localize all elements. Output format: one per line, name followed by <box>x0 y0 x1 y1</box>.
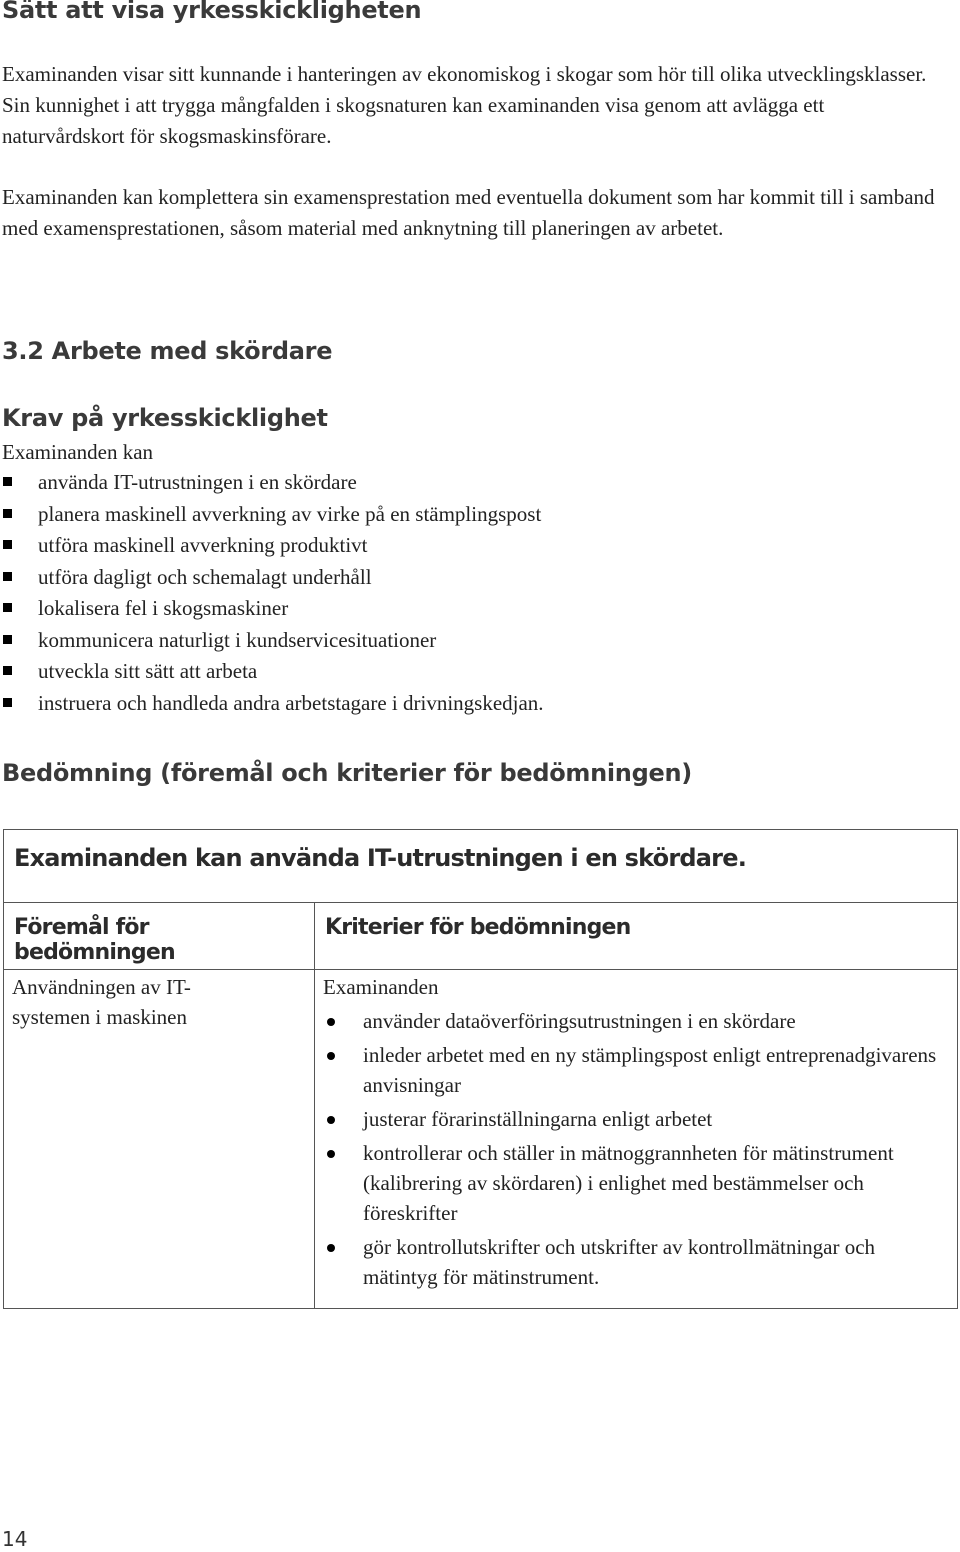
object-text: Användningen av IT-systemen i maskinen <box>12 975 191 1029</box>
list-item <box>0 499 544 531</box>
table-title: Examinanden kan använda IT-utrustningen i en skördare. <box>4 830 958 903</box>
bullet-dot-icon <box>327 1244 335 1252</box>
assessment-table <box>3 829 958 1309</box>
bullet-dot-icon <box>327 1150 335 1158</box>
list-item-text: använder dataöverföringsutrustningen i en skördare <box>363 1009 796 1033</box>
square-bullet-icon <box>3 509 12 518</box>
list-item-text: kommunicera naturligt i kundservicesituationer <box>38 627 437 652</box>
table-header-row <box>4 903 958 970</box>
square-bullet-icon <box>3 666 12 675</box>
list-item-text: gör kontrollutskrifter och utskrifter av kontrollmätningar och mätintyg för mätinstrument. <box>363 1235 876 1289</box>
square-bullet-icon <box>3 635 12 644</box>
list-item-text: instruera och handleda andra arbetstagare i drivningskedjan. <box>38 690 544 715</box>
list-item-text: använda IT-utrustningen i en skördare <box>38 470 357 494</box>
section-heading-3-2: 3.2 Arbete med skördare <box>2 337 333 365</box>
criteria-cell <box>315 970 958 1309</box>
bullet-dot-icon <box>327 1018 335 1026</box>
list-item-text: kontrollerar och ställer in mätnoggrannheten för mätinstrument (kalibrering av skördaren) i enlighet med bestämmelser och föreskrifter <box>363 1141 894 1225</box>
list-item <box>323 1040 949 1100</box>
column-header-kriterier: Kriterier för bedömningen <box>315 903 958 970</box>
list-item-text: planera maskinell avverkning av virke på en stämplingspost <box>38 501 542 526</box>
list-item <box>0 593 544 625</box>
square-bullet-icon <box>3 698 12 707</box>
heading-bedomning: Bedömning (föremål och kriterier för bedömningen) <box>2 759 692 787</box>
paragraph-examination-1: Examinanden visar sitt kunnande i hanteringen av ekonomiskog i skogar som hör till olika utvecklingsklasser. Sin kunnighet i att trygga mångfalden i skogsnaturen kan examinanden visa genom att avlägga ett naturvårdskort för skogsmaskinsförare. <box>2 62 927 148</box>
criteria-list <box>323 1006 949 1292</box>
list-item-text: inleder arbetet med en ny stämplingspost enligt entreprenadgivarens anvisningar <box>363 1043 937 1097</box>
list-item <box>323 1006 949 1036</box>
table-title-row <box>4 830 958 903</box>
list-item-text: justerar förarinställningarna enligt arbetet <box>363 1107 713 1131</box>
bullet-dot-icon <box>327 1116 335 1124</box>
bullet-dot-icon <box>327 1052 335 1060</box>
list-item-text: utveckla sitt sätt att arbeta <box>38 659 258 683</box>
list-item <box>0 656 544 688</box>
list-item <box>0 688 544 720</box>
square-bullet-icon <box>3 477 12 486</box>
heading-satt-att-visa: Sätt att visa yrkesskickligheten <box>2 0 422 24</box>
list-item <box>323 1232 949 1292</box>
criteria-intro: Examinanden <box>323 975 439 999</box>
list-item <box>0 625 544 657</box>
list-item <box>0 530 544 562</box>
list-item <box>0 467 544 499</box>
object-cell <box>4 970 315 1309</box>
krav-list <box>0 467 544 719</box>
square-bullet-icon <box>3 572 12 581</box>
column-header-foremal: Föremål för bedömningen <box>4 903 315 970</box>
square-bullet-icon <box>3 603 12 612</box>
square-bullet-icon <box>3 540 12 549</box>
list-item <box>0 562 544 594</box>
list-item <box>323 1104 949 1134</box>
list-item-text: utföra dagligt och schemalagt underhåll <box>38 564 372 589</box>
paragraph-examination-2: Examinanden kan komplettera sin examensprestation med eventuella dokument som har kommit till i samband med examensprestationen, såsom material med anknytning till planeringen av arbetet. <box>2 185 935 240</box>
table-row <box>4 970 958 1309</box>
list-item-text: utföra maskinell avverkning produktivt <box>38 533 368 557</box>
krav-intro: Examinanden kan <box>2 440 154 464</box>
heading-krav: Krav på yrkesskicklighet <box>2 404 328 432</box>
list-item <box>323 1138 949 1228</box>
page-number: 14 <box>2 1527 28 1551</box>
list-item-text: lokalisera fel i skogsmaskiner <box>38 596 289 620</box>
